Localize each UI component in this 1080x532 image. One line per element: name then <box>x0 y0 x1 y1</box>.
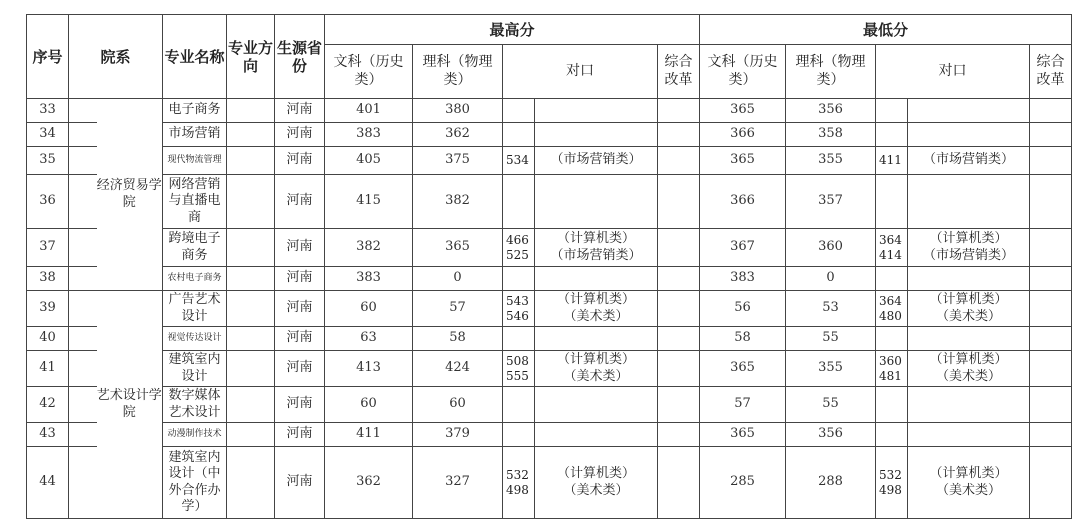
row-max-duikou-category <box>535 147 658 175</box>
row-max-zonghe <box>658 351 700 387</box>
row-min-like: 355 <box>786 351 876 387</box>
row-college-blank <box>69 147 97 175</box>
row-max-duikou-category-line: （计算机类） <box>556 231 635 247</box>
row-min-zonghe <box>1030 147 1072 175</box>
row-max-duikou-score <box>503 291 535 327</box>
row-province: 河南 <box>275 123 325 147</box>
row-max-wenke: 60 <box>325 291 413 327</box>
row-seq: 38 <box>27 267 69 291</box>
row-max-zonghe <box>658 447 700 519</box>
row-min-duikou-score-line: 411 <box>879 153 902 167</box>
row-max-like: 382 <box>413 175 503 229</box>
row-major: 建筑室内设计（中外合作办学） <box>163 447 227 519</box>
row-min-wenke: 366 <box>700 175 786 229</box>
row-min-wenke: 367 <box>700 229 786 267</box>
row-max-wenke: 60 <box>325 387 413 423</box>
row-max-zonghe <box>658 291 700 327</box>
row-province: 河南 <box>275 147 325 175</box>
row-max-wenke: 405 <box>325 147 413 175</box>
row-max-duikou-category <box>535 327 658 351</box>
row-direction <box>227 229 275 267</box>
row-major: 数字媒体艺术设计 <box>163 387 227 423</box>
row-max-duikou-category-line: （美术类） <box>563 308 629 324</box>
row-max-duikou-score-line: 498 <box>506 482 529 497</box>
row-min-like: 0 <box>786 267 876 291</box>
header-direction: 专业方向 <box>227 15 275 99</box>
row-min-zonghe <box>1030 327 1072 351</box>
row-min-like: 355 <box>786 147 876 175</box>
row-min-wenke: 383 <box>700 267 786 291</box>
row-college-blank <box>69 175 97 229</box>
row-max-duikou-score <box>503 423 535 447</box>
row-min-duikou-score <box>876 147 908 175</box>
row-direction <box>227 175 275 229</box>
row-major: 视觉传达设计 <box>163 327 227 351</box>
row-max-like: 58 <box>413 327 503 351</box>
row-min-duikou-score <box>876 387 908 423</box>
row-max-duikou-score <box>503 175 535 229</box>
row-max-zonghe <box>658 123 700 147</box>
row-min-zonghe <box>1030 447 1072 519</box>
row-max-duikou-category-line: （市场营销类） <box>550 152 642 168</box>
row-max-duikou-score <box>503 327 535 351</box>
row-max-wenke: 413 <box>325 351 413 387</box>
row-college-blank <box>69 327 97 351</box>
row-province: 河南 <box>275 387 325 423</box>
header-max-like: 理科（物理类） <box>413 45 503 99</box>
row-min-duikou-category-line: （计算机类） <box>929 231 1008 247</box>
row-max-like: 0 <box>413 267 503 291</box>
row-direction <box>227 351 275 387</box>
row-min-duikou-score <box>876 447 908 519</box>
header-max-wenke: 文科（历史类） <box>325 45 413 99</box>
row-max-duikou-score-line: 525 <box>506 247 529 262</box>
row-min-duikou-category <box>908 327 1030 351</box>
row-min-duikou-category <box>908 423 1030 447</box>
row-max-duikou-category-line: （美术类） <box>563 482 629 498</box>
row-max-duikou-score <box>503 351 535 387</box>
row-college-blank <box>69 291 97 327</box>
row-max-zonghe <box>658 147 700 175</box>
row-major: 农村电子商务 <box>163 267 227 291</box>
row-min-zonghe <box>1030 229 1072 267</box>
row-max-duikou-category <box>535 351 658 387</box>
table-row <box>27 423 1072 447</box>
row-max-zonghe <box>658 387 700 423</box>
row-max-zonghe <box>658 229 700 267</box>
row-max-duikou-category-line: （计算机类） <box>556 466 635 482</box>
row-max-duikou-score <box>503 123 535 147</box>
row-min-duikou-score-line: 414 <box>879 247 902 262</box>
header-major: 专业名称 <box>163 15 227 99</box>
row-direction <box>227 327 275 351</box>
row-min-wenke: 366 <box>700 123 786 147</box>
row-max-wenke: 362 <box>325 447 413 519</box>
row-max-wenke: 401 <box>325 99 413 123</box>
row-min-zonghe <box>1030 387 1072 423</box>
row-college-blank <box>69 229 97 267</box>
row-min-duikou-score-line: 364 <box>879 232 902 247</box>
row-max-zonghe <box>658 99 700 123</box>
row-min-duikou-category <box>908 175 1030 229</box>
row-seq: 41 <box>27 351 69 387</box>
row-province: 河南 <box>275 229 325 267</box>
row-max-duikou-category <box>535 123 658 147</box>
row-max-duikou-category <box>535 229 658 267</box>
row-max-duikou-score-line: 534 <box>506 153 529 167</box>
row-major: 动漫制作技术 <box>163 423 227 447</box>
row-seq: 42 <box>27 387 69 423</box>
table-row <box>27 267 1072 291</box>
row-max-duikou-score-line: 546 <box>506 308 529 323</box>
row-min-duikou-category-line: （计算机类） <box>929 292 1008 308</box>
row-college-blank <box>69 123 97 147</box>
header-seq: 序号 <box>27 15 69 99</box>
row-min-like: 55 <box>786 387 876 423</box>
row-min-wenke: 365 <box>700 423 786 447</box>
row-province: 河南 <box>275 267 325 291</box>
header-min-group: 最低分 <box>700 15 1072 45</box>
row-seq: 43 <box>27 423 69 447</box>
row-max-duikou-category-line: （计算机类） <box>556 352 635 368</box>
row-seq: 39 <box>27 291 69 327</box>
header-min-wenke: 文科（历史类） <box>700 45 786 99</box>
row-min-duikou-category-line: （计算机类） <box>929 466 1008 482</box>
row-seq: 40 <box>27 327 69 351</box>
row-college-blank <box>69 351 97 387</box>
row-min-like: 356 <box>786 423 876 447</box>
row-min-duikou-category-line: （市场营销类） <box>922 152 1014 168</box>
row-min-duikou-category-line: （美术类） <box>935 368 1001 384</box>
row-max-wenke: 383 <box>325 123 413 147</box>
row-college-blank <box>69 99 97 123</box>
table-row <box>27 147 1072 175</box>
row-max-duikou-category-line: （市场营销类） <box>550 247 642 263</box>
row-min-duikou-score-line: 498 <box>879 482 902 497</box>
header-max-zonghe: 综合改革 <box>658 45 700 99</box>
row-max-duikou-score <box>503 99 535 123</box>
table-row <box>27 327 1072 351</box>
table-row <box>27 229 1072 267</box>
row-min-duikou-category <box>908 123 1030 147</box>
row-major: 电子商务 <box>163 99 227 123</box>
row-direction <box>227 447 275 519</box>
row-min-duikou-category <box>908 99 1030 123</box>
row-max-duikou-category <box>535 387 658 423</box>
header-min-zonghe: 综合改革 <box>1030 45 1072 99</box>
header-min-like: 理科（物理类） <box>786 45 876 99</box>
row-min-wenke: 365 <box>700 351 786 387</box>
row-direction <box>227 387 275 423</box>
row-seq: 36 <box>27 175 69 229</box>
row-min-wenke: 365 <box>700 147 786 175</box>
row-max-duikou-score-line: 532 <box>506 467 529 482</box>
row-min-duikou-score <box>876 229 908 267</box>
table-row <box>27 291 1072 327</box>
row-max-duikou-category-line: （计算机类） <box>556 292 635 308</box>
table-row <box>27 351 1072 387</box>
row-min-duikou-score-line: 360 <box>879 353 902 368</box>
row-max-duikou-score <box>503 267 535 291</box>
row-min-like: 360 <box>786 229 876 267</box>
row-direction <box>227 291 275 327</box>
row-direction <box>227 123 275 147</box>
row-min-zonghe <box>1030 351 1072 387</box>
row-max-duikou-category <box>535 99 658 123</box>
row-min-duikou-score-line: 532 <box>879 467 902 482</box>
header-max-group: 最高分 <box>325 15 700 45</box>
row-min-duikou-category-line: （美术类） <box>935 308 1001 324</box>
row-major: 跨境电子商务 <box>163 229 227 267</box>
row-min-wenke: 365 <box>700 99 786 123</box>
row-min-duikou-category <box>908 387 1030 423</box>
row-max-like: 380 <box>413 99 503 123</box>
row-min-wenke: 58 <box>700 327 786 351</box>
row-min-duikou-category <box>908 267 1030 291</box>
row-min-duikou-category-line: （计算机类） <box>929 352 1008 368</box>
row-min-duikou-score <box>876 327 908 351</box>
row-min-duikou-score <box>876 351 908 387</box>
row-seq: 34 <box>27 123 69 147</box>
row-max-duikou-score-line: 466 <box>506 232 529 247</box>
row-min-like: 288 <box>786 447 876 519</box>
row-min-duikou-category <box>908 147 1030 175</box>
row-min-like: 55 <box>786 327 876 351</box>
row-min-zonghe <box>1030 423 1072 447</box>
college-cell: 经济贸易学院 <box>97 99 163 291</box>
row-major: 建筑室内设计 <box>163 351 227 387</box>
row-direction <box>227 147 275 175</box>
row-direction <box>227 99 275 123</box>
row-min-duikou-score <box>876 267 908 291</box>
row-min-duikou-score <box>876 423 908 447</box>
row-min-wenke: 285 <box>700 447 786 519</box>
row-min-duikou-category <box>908 351 1030 387</box>
row-max-zonghe <box>658 267 700 291</box>
row-max-like: 379 <box>413 423 503 447</box>
row-province: 河南 <box>275 327 325 351</box>
row-direction <box>227 423 275 447</box>
row-max-duikou-score-line: 508 <box>506 353 529 368</box>
row-min-zonghe <box>1030 99 1072 123</box>
row-min-zonghe <box>1030 123 1072 147</box>
row-max-wenke: 415 <box>325 175 413 229</box>
row-max-duikou-score <box>503 147 535 175</box>
row-max-zonghe <box>658 327 700 351</box>
row-min-duikou-category-line: （美术类） <box>935 482 1001 498</box>
row-major: 市场营销 <box>163 123 227 147</box>
row-max-duikou-category <box>535 423 658 447</box>
row-min-duikou-score <box>876 175 908 229</box>
table-body <box>27 15 1072 519</box>
row-max-duikou-category <box>535 175 658 229</box>
header-max-duikou: 对口 <box>503 45 658 99</box>
row-max-duikou-category <box>535 291 658 327</box>
table-row <box>27 387 1072 423</box>
row-min-duikou-category-line: （市场营销类） <box>922 247 1014 263</box>
row-min-zonghe <box>1030 291 1072 327</box>
row-max-wenke: 63 <box>325 327 413 351</box>
row-province: 河南 <box>275 447 325 519</box>
row-seq: 44 <box>27 447 69 519</box>
row-max-zonghe <box>658 423 700 447</box>
row-province: 河南 <box>275 423 325 447</box>
row-province: 河南 <box>275 99 325 123</box>
row-max-duikou-category <box>535 267 658 291</box>
row-max-duikou-score <box>503 447 535 519</box>
row-major: 网络营销与直播电商 <box>163 175 227 229</box>
row-max-duikou-category-line: （美术类） <box>563 368 629 384</box>
header-college: 院系 <box>69 15 163 99</box>
row-province: 河南 <box>275 351 325 387</box>
row-max-like: 60 <box>413 387 503 423</box>
row-college-blank <box>69 267 97 291</box>
table-row <box>27 175 1072 229</box>
row-max-like: 365 <box>413 229 503 267</box>
row-seq: 35 <box>27 147 69 175</box>
header-row-1 <box>27 15 1072 45</box>
row-college-blank <box>69 447 97 519</box>
row-max-like: 424 <box>413 351 503 387</box>
row-max-wenke: 382 <box>325 229 413 267</box>
college-cell: 艺术设计学院 <box>97 291 163 519</box>
row-min-zonghe <box>1030 175 1072 229</box>
row-max-duikou-category <box>535 447 658 519</box>
row-min-like: 356 <box>786 99 876 123</box>
row-max-like: 375 <box>413 147 503 175</box>
row-college-blank <box>69 423 97 447</box>
header-province: 生源省份 <box>275 15 325 99</box>
row-max-like: 362 <box>413 123 503 147</box>
row-min-duikou-category <box>908 229 1030 267</box>
score-table <box>26 14 1072 519</box>
row-max-like: 327 <box>413 447 503 519</box>
score-table-wrapper <box>26 14 1072 519</box>
row-min-like: 357 <box>786 175 876 229</box>
row-min-duikou-category <box>908 291 1030 327</box>
row-major: 广告艺术设计 <box>163 291 227 327</box>
row-province: 河南 <box>275 175 325 229</box>
row-max-duikou-score-line: 555 <box>506 368 529 383</box>
row-min-duikou-score-line: 364 <box>879 293 902 308</box>
row-max-wenke: 383 <box>325 267 413 291</box>
row-seq: 37 <box>27 229 69 267</box>
row-min-like: 358 <box>786 123 876 147</box>
row-max-duikou-score <box>503 387 535 423</box>
row-max-duikou-score <box>503 229 535 267</box>
row-min-duikou-score <box>876 99 908 123</box>
header-min-duikou: 对口 <box>876 45 1030 99</box>
row-max-like: 57 <box>413 291 503 327</box>
table-row <box>27 447 1072 519</box>
row-min-duikou-score <box>876 291 908 327</box>
table-row <box>27 123 1072 147</box>
row-min-duikou-category <box>908 447 1030 519</box>
row-seq: 33 <box>27 99 69 123</box>
row-min-duikou-score-line: 480 <box>879 308 902 323</box>
row-major: 现代物流管理 <box>163 147 227 175</box>
table-row <box>27 99 1072 123</box>
row-max-wenke: 411 <box>325 423 413 447</box>
row-direction <box>227 267 275 291</box>
row-min-zonghe <box>1030 267 1072 291</box>
row-college-blank <box>69 387 97 423</box>
row-max-duikou-score-line: 543 <box>506 293 529 308</box>
row-min-wenke: 56 <box>700 291 786 327</box>
row-min-wenke: 57 <box>700 387 786 423</box>
row-province: 河南 <box>275 291 325 327</box>
row-min-like: 53 <box>786 291 876 327</box>
row-min-duikou-score <box>876 123 908 147</box>
row-max-zonghe <box>658 175 700 229</box>
row-min-duikou-score-line: 481 <box>879 368 902 383</box>
